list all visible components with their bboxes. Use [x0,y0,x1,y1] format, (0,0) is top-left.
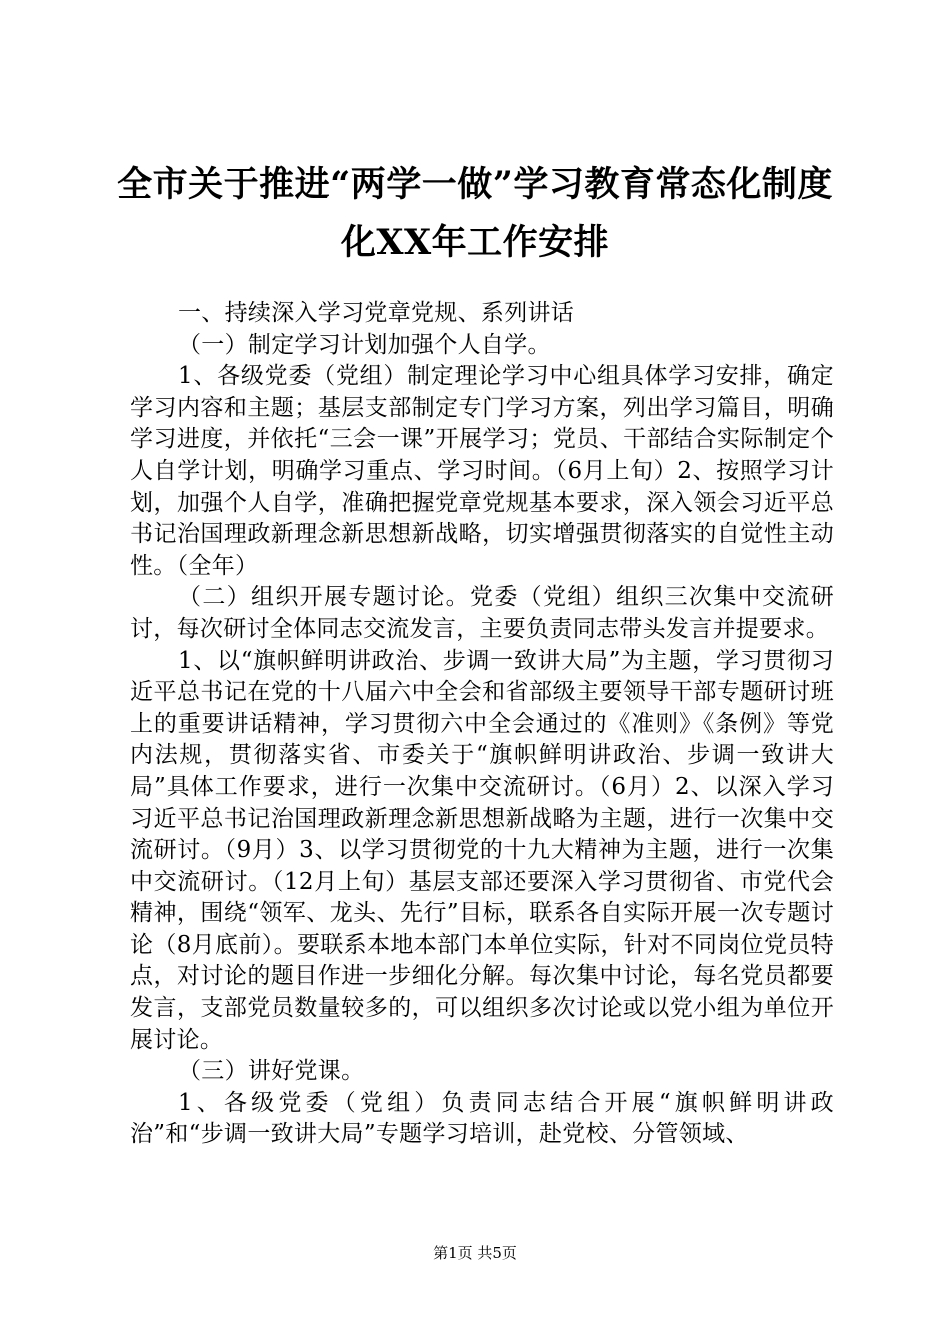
document-title: 全市关于推进“两学一做”学习教育常态化制度化XX年工作安排 [117,164,833,263]
body-paragraph-1: 1、各级党委（党组）制定理论学习中心组具体学习安排，确定学习内容和主题；基层支部制定专门学习方案，列出学习篇目，明确学习进度，并依托“三会一课”开展学习；党员、干部结合实际制定个人自学计划，明确学习重点、学习时间。（6月上旬）2、按照学习计划，加强个人自学，准确把握党章党规基本要求，深入领会习近平总书记治国理政新理念新思想新战略，切实增强贯彻落实的自觉性主动性。（全年） [130,363,834,579]
body-paragraph-2: 1、以“旗帜鲜明讲政治、步调一致讲大局”为主题，学习贯彻习近平总书记在党的十八届六中全会和省部级主要领导干部专题研讨班上的重要讲话精神，学习贯彻六中全会通过的《准则》《条例》等党内法规，贯彻落实省、市委关于“旗帜鲜明讲政治、步调一致讲大局”具体工作要求，进行一次集中交流研讨。（6月）2、以深入学习习近平总书记治国理政新理念新思想新战略为主题，进行一次集中交流研讨。（9月）3、以学习贯彻党的十九大精神为主题，进行一次集中交流研讨。（12月上旬）基层支部还要深入学习贯彻省、市党代会精神，围绕“领军、龙头、先行”目标，联系各自实际开展一次专题讨论（8月底前）。要联系本地本部门本单位实际，针对不同岗位党员特点，对讨论的题目作进一步细化分解。每次集中讨论，每名党员都要发言，支部党员数量较多的，可以组织多次讨论或以党小组为单位开展讨论。 [130,647,834,1053]
document-body [130,298,834,1151]
subsection-heading-3: （三）讲好党课。 [178,1058,365,1085]
subsection-heading-1: （一）制定学习计划加强个人自学。 [178,331,551,358]
page-footer: 第1页 共5页 [433,1244,517,1262]
section-heading-1: 一、持续深入学习党章党规、系列讲话 [178,300,575,326]
subsection-heading-2: （二）组织开展专题讨论。党委（党组）组织三次集中交流研讨，每次研讨全体同志交流发言，主要负责同志带头发言并提要求。 [130,584,834,642]
body-paragraph-3: 1、各级党委（党组）负责同志结合开展“旗帜鲜明讲政治”和“步调一致讲大局”专题学习培训，赴党校、分管领域、 [130,1089,834,1148]
